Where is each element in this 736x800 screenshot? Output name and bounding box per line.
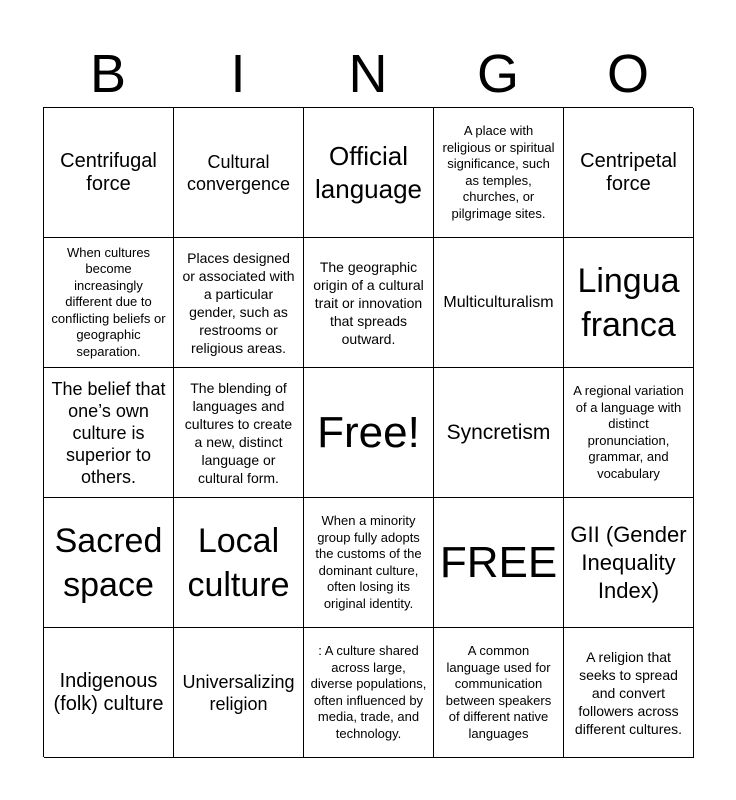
cell-text: GII (Gender Inequality Index)	[570, 521, 687, 603]
header-letter-i: I	[230, 44, 246, 104]
cell-text: : A culture shared across large, diverse populations, often influenced by media, trade, and technology.	[310, 643, 427, 741]
bingo-cell[interactable]	[44, 498, 174, 628]
cell-text: Cultural convergence	[186, 151, 291, 194]
bingo-free-cell[interactable]	[434, 498, 564, 628]
cell-text: Centrifugal force	[60, 149, 157, 195]
cell-text: Sacred space	[54, 521, 163, 604]
cell-text: Universalizing religion	[182, 671, 295, 714]
bingo-cell[interactable]	[564, 238, 694, 368]
cell-text: The belief that one’s own culture is superior to others.	[51, 378, 166, 487]
cell-text: A place with religious or spiritual significance, such as temples, churches, or pilgrimage sites.	[442, 123, 555, 221]
bingo-cell[interactable]	[44, 238, 174, 368]
bingo-cell[interactable]	[44, 108, 174, 238]
bingo-cell[interactable]	[174, 108, 304, 238]
bingo-board	[43, 107, 693, 757]
cell-text: FREE	[439, 537, 558, 587]
bingo-free-cell[interactable]	[304, 368, 434, 498]
cell-text: The blending of languages and cultures to create a new, distinct language or cultural form.	[184, 379, 293, 486]
bingo-cell[interactable]	[304, 628, 434, 758]
bingo-cell[interactable]	[564, 628, 694, 758]
cell-text: A religion that seeks to spread and convert followers across different cultures.	[574, 648, 683, 737]
cell-text: Indigenous (folk) culture	[53, 669, 164, 715]
cell-text: Multiculturalism	[443, 293, 554, 311]
bingo-cell[interactable]	[564, 368, 694, 498]
bingo-cell[interactable]	[434, 238, 564, 368]
cell-text: Syncretism	[446, 421, 551, 444]
bingo-cell[interactable]	[434, 628, 564, 758]
cell-text: Free!	[317, 407, 420, 457]
bingo-cell[interactable]	[304, 108, 434, 238]
bingo-cell[interactable]	[304, 498, 434, 628]
bingo-cell[interactable]	[564, 498, 694, 628]
bingo-cell[interactable]	[174, 628, 304, 758]
header-letter-n: N	[348, 44, 388, 104]
cell-text: Official language	[315, 140, 422, 204]
header-letter-g: G	[476, 44, 519, 104]
cell-text: A regional variation of a language with distinct pronunciation, grammar, and vocabulary	[573, 383, 684, 481]
bingo-cell[interactable]	[174, 368, 304, 498]
header-letter-b: B	[89, 44, 127, 104]
cell-text: Centripetal force	[580, 149, 677, 195]
bingo-cell[interactable]	[304, 238, 434, 368]
cell-text: Lingua franca	[577, 261, 680, 344]
bingo-cell[interactable]	[434, 108, 564, 238]
bingo-cell[interactable]	[44, 368, 174, 498]
bingo-cell[interactable]	[564, 108, 694, 238]
bingo-cell[interactable]	[174, 238, 304, 368]
header-letter-o: O	[606, 44, 649, 104]
cell-text: A common language used for communication between speakers of different native languages	[445, 643, 552, 741]
bingo-cell[interactable]	[174, 498, 304, 628]
bingo-header	[43, 44, 693, 104]
cell-text: When cultures become increasingly different due to conflicting beliefs or geographic separation.	[51, 244, 166, 359]
cell-text: The geographic origin of a cultural trait or innovation that spreads outward.	[313, 258, 424, 347]
cell-text: When a minority group fully adopts the customs of the dominant culture, often losing its original identity.	[315, 513, 422, 611]
cell-text: Local culture	[187, 521, 290, 604]
bingo-cell[interactable]	[434, 368, 564, 498]
bingo-cell[interactable]	[44, 628, 174, 758]
cell-text: Places designed or associated with a particular gender, such as restrooms or religious areas.	[182, 249, 295, 356]
